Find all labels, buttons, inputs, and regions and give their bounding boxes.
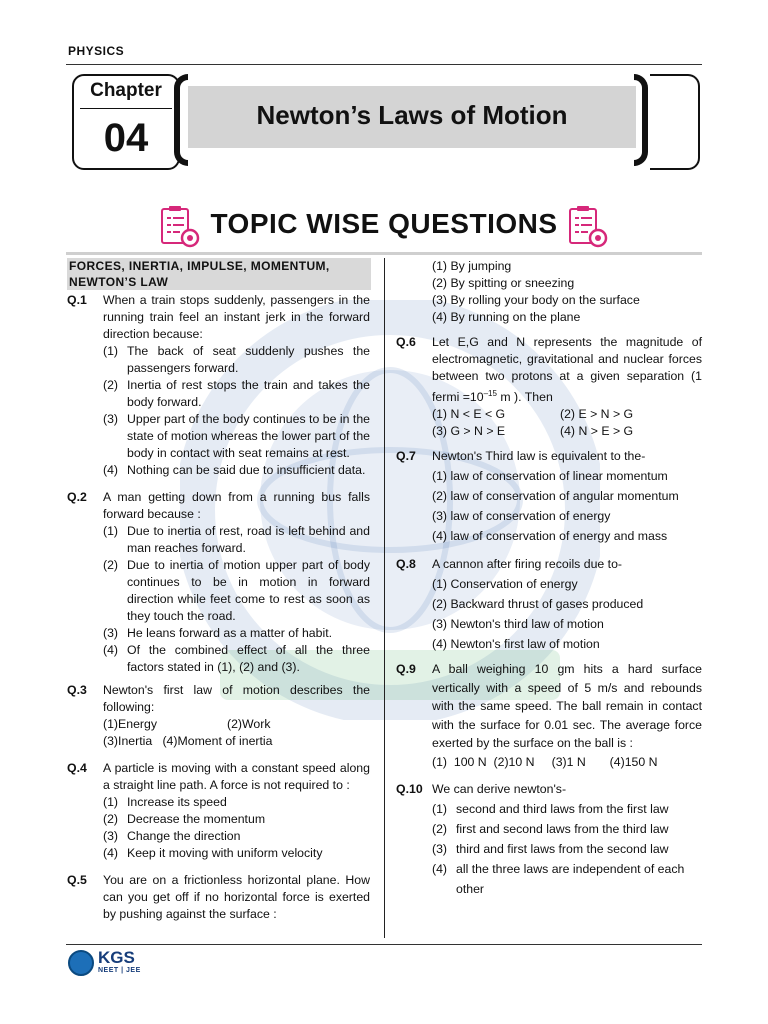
question-number: Q.2 — [67, 490, 87, 504]
question-3 — [67, 682, 370, 750]
option-text: second and third laws from the first law — [456, 802, 669, 817]
option-row: (3)Inertia (4)Moment of inertia — [103, 734, 273, 748]
option-text: Keep it moving with uniform velocity — [127, 846, 323, 860]
option: (3) G > N > E — [432, 424, 506, 439]
checklist-target-icon — [568, 206, 608, 248]
option-text: first and second laws from the third law — [456, 822, 669, 837]
question-number: Q.8 — [396, 557, 416, 572]
option-number: (2) — [103, 558, 119, 572]
chapter-box — [72, 74, 180, 170]
question-text: Newton's Third law is equivalent to the- — [432, 449, 646, 464]
option-number: (1) — [103, 795, 119, 809]
topic-heading: TOPIC WISE QUESTIONS — [210, 208, 558, 239]
chapter-number: 04 — [103, 116, 149, 160]
option-text: Increase its speed — [127, 795, 227, 809]
option-text: Due to inertia of rest, road is left behind and man reaches forward. — [127, 524, 370, 555]
option-text: Nothing can be said due to insufficient data. — [127, 463, 366, 477]
question-text: A ball weighing 10 gm hits a hard surface vertically with a speed of 5 m/s and rebounds with the same speed. The ball remain in contact with the surface for 0.01 sec. The average force exerted by the surface on the ball is : — [432, 662, 702, 751]
option-number: (3) — [103, 626, 119, 640]
question-7 — [396, 446, 702, 546]
option-text: Change the direction — [127, 829, 241, 843]
option-text: Due to inertia of motion upper part of body continues to be in motion in forward direction while feet come to rest as soon as they touch the road. — [127, 558, 370, 623]
option-number: (3) — [432, 842, 448, 857]
option-text: Decrease the momentum — [127, 812, 266, 826]
option-text: Of the combined effect of all the three factors stated in (1), (2) and (3). — [127, 643, 370, 674]
question-number: Q.6 — [396, 335, 416, 349]
chapter-divider — [80, 108, 172, 109]
option: (2)Work — [227, 717, 271, 731]
heading-rule — [66, 252, 702, 255]
option — [103, 794, 370, 811]
option-number: (4) — [432, 862, 448, 877]
option: (1) By jumping — [432, 259, 512, 273]
logo-name: KGS — [98, 948, 135, 967]
question-8 — [396, 554, 702, 654]
option — [432, 859, 702, 899]
banner-end-box — [650, 74, 700, 170]
question-number: Q.7 — [396, 449, 416, 464]
question-text: Newton's first law of motion describes the following: — [103, 683, 370, 714]
question-text: A particle is moving with a constant speed along a straight line path. A force is not required to : — [103, 761, 370, 792]
question-text: When a train stops suddenly, passengers in the running train feel an instant jerk in the forward direction because: — [103, 293, 370, 341]
section-heading-line: FORCES, INERTIA, IMPULSE, MOMENTUM, — [69, 259, 330, 273]
option — [103, 845, 370, 862]
question-2 — [67, 489, 370, 676]
top-rule — [66, 64, 702, 65]
option-text: The back of seat suddenly pushes the passengers forward. — [127, 344, 370, 375]
question-6 — [396, 334, 702, 440]
option: (2) law of conservation of angular momentum — [432, 489, 679, 504]
option — [432, 799, 702, 819]
question-number: Q.1 — [67, 293, 87, 307]
question-text — [432, 334, 702, 406]
column-divider — [384, 258, 385, 938]
option: (1) law of conservation of linear momentum — [432, 469, 668, 484]
option: (3) law of conservation of energy — [432, 509, 611, 524]
option-text: third and first laws from the second law — [456, 842, 669, 857]
option-number: (1) — [103, 344, 119, 358]
question-text-end: m ). Then — [496, 390, 553, 405]
bottom-rule — [66, 944, 702, 945]
question-5 — [67, 872, 370, 923]
option-number: (4) — [103, 643, 119, 657]
option — [432, 839, 702, 859]
chapter-title-banner — [188, 86, 636, 148]
option: (4) N > E > G — [560, 424, 634, 439]
option — [103, 523, 370, 557]
option — [103, 811, 370, 828]
option-row: (1) 100 N (2)10 N (3)1 N (4)150 N — [432, 754, 658, 769]
option-number: (3) — [103, 412, 119, 426]
question-4 — [67, 760, 370, 862]
option: (3) Newton's third law of motion — [432, 617, 604, 632]
option-number: (4) — [103, 463, 119, 477]
section-heading-line: NEWTON’S LAW — [69, 275, 169, 289]
left-bracket — [174, 74, 188, 166]
option-text: all the three laws are independent of each other — [456, 862, 685, 897]
option — [103, 642, 370, 676]
option — [432, 819, 702, 839]
option: (2) Backward thrust of gases produced — [432, 597, 644, 612]
q5-options — [432, 258, 702, 326]
option — [103, 625, 370, 642]
option: (2) E > N > G — [560, 407, 634, 422]
logo-subtitle: NEET | JEE — [98, 967, 141, 974]
question-text: You are on a frictionless horizontal plane. How can you get off if no horizontal force is exerted by pushing against the surface : — [103, 873, 370, 921]
option: (1) N < E < G — [432, 407, 506, 422]
option-number: (2) — [103, 378, 119, 392]
kgs-logo — [68, 950, 148, 980]
option — [103, 343, 370, 377]
option: (1)Energy — [103, 717, 157, 731]
option — [103, 557, 370, 625]
question-9 — [396, 660, 702, 771]
right-column — [396, 258, 702, 905]
question-10 — [396, 779, 702, 899]
option-number: (4) — [103, 846, 119, 860]
option-number: (1) — [103, 524, 119, 538]
globe-icon — [68, 950, 94, 976]
option: (4) Newton's first law of motion — [432, 637, 600, 652]
question-number: Q.3 — [67, 683, 87, 697]
option-number: (2) — [103, 812, 119, 826]
option: (3) By rolling your body on the surface — [432, 293, 640, 307]
option-row — [432, 406, 702, 423]
option: (4) By running on the plane — [432, 310, 581, 324]
option-text: He leans forward as a matter of habit. — [127, 626, 333, 640]
question-text: A man getting down from a running bus falls forward because : — [103, 490, 370, 521]
question-text: A cannon after firing recoils due to- — [432, 557, 623, 572]
right-bracket — [634, 74, 648, 166]
question-number: Q.5 — [67, 873, 87, 887]
option-number: (3) — [103, 829, 119, 843]
option: (2) By spitting or sneezing — [432, 276, 575, 290]
option-number: (2) — [432, 822, 448, 837]
option-row — [103, 716, 370, 733]
left-column — [67, 258, 370, 929]
superscript: –15 — [483, 389, 497, 398]
section-heading — [67, 258, 371, 290]
option-number: (1) — [432, 802, 448, 817]
question-number: Q.9 — [396, 662, 416, 677]
question-number: Q.4 — [67, 761, 87, 775]
option: (4) law of conservation of energy and mass — [432, 529, 668, 544]
option — [103, 411, 370, 462]
option-row — [432, 423, 702, 440]
question-text: We can derive newton's- — [432, 782, 567, 797]
option — [103, 377, 370, 411]
chapter-title: Newton’s Laws of Motion — [256, 100, 568, 130]
question-number: Q.10 — [396, 782, 423, 797]
option-text: Upper part of the body continues to be in the state of motion whereas the lower part of the body in contact with seat remains at rest. — [127, 412, 370, 460]
option-text: Inertia of rest stops the train and takes the body forward. — [127, 378, 370, 409]
option: (1) Conservation of energy — [432, 577, 578, 592]
question-text-main: Let E,G and N represents the magnitude of electromagnetic, gravitational and nuclear forces between two protons at a given separation (1 fermi =10 — [432, 335, 702, 405]
option — [103, 828, 370, 845]
chapter-word: Chapter — [90, 80, 162, 101]
option — [103, 462, 370, 479]
question-1 — [67, 292, 370, 479]
subject-label: PHYSICS — [68, 44, 125, 58]
